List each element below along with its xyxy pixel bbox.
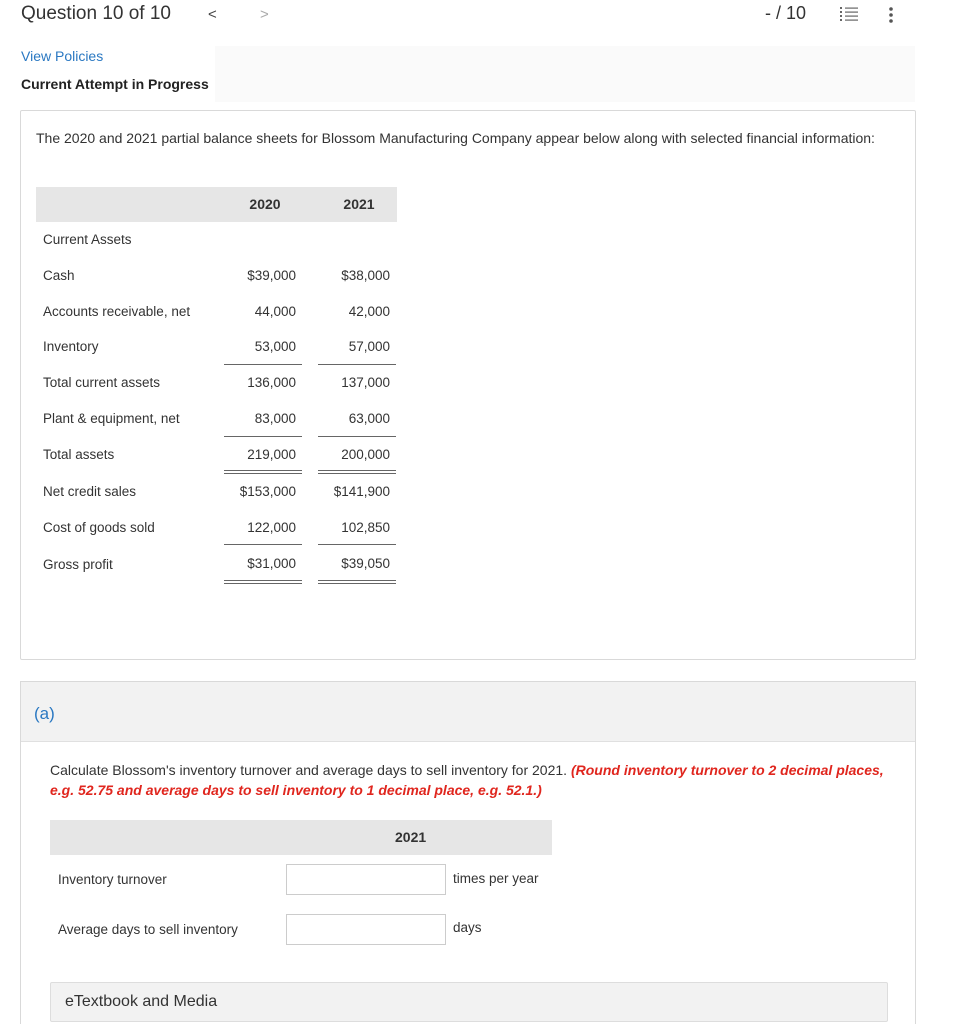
question-title: Question 10 of 10	[21, 3, 171, 24]
cell-ar-2021: 42,000	[348, 304, 390, 319]
row-label-cogs: Cost of goods sold	[43, 520, 155, 535]
avg-days-label: Average days to sell inventory	[58, 922, 238, 937]
etextbook-media-button[interactable]	[50, 982, 888, 1022]
double-rule-a-2020	[224, 470, 302, 471]
cell-gp-2021: $39,050	[341, 556, 390, 571]
row-label-plant-equipment: Plant & equipment, net	[43, 411, 180, 426]
row-label-total-assets: Total assets	[43, 447, 115, 462]
part-a-header	[21, 682, 915, 742]
cell-inventory-2021: 57,000	[348, 339, 390, 354]
top-bar	[0, 0, 957, 30]
cell-ta-2021: 200,000	[341, 447, 390, 462]
more-options-icon[interactable]	[888, 5, 894, 25]
rounding-instruction: (Round inventory turnover to 2 decimal places, e.g. 52.75 and average days to sell inventory to 1 decimal place, e.g. 52.1.)	[50, 762, 884, 798]
answer-table-header	[50, 820, 552, 855]
cell-cash-2021: $38,000	[341, 268, 390, 283]
row-label-total-current-assets: Total current assets	[43, 375, 161, 390]
cell-cogs-2021: 102,850	[341, 520, 390, 535]
double-rule-b-2021	[318, 473, 396, 474]
gp-rule-2021	[318, 544, 396, 545]
column-header-2021: 2021	[343, 196, 375, 212]
cell-ncs-2020: $153,000	[239, 484, 296, 499]
row-label-current-assets: Current Assets	[43, 232, 132, 247]
row-label-gross-profit: Gross profit	[43, 557, 113, 572]
part-a-label: (a)	[34, 704, 55, 723]
view-policies-link[interactable]: View Policies	[21, 48, 104, 64]
cell-tca-2021: 137,000	[341, 375, 390, 390]
cell-ncs-2021: $141,900	[333, 484, 390, 499]
cell-tca-2020: 136,000	[247, 375, 296, 390]
gp-double-b-2020	[224, 583, 302, 584]
inventory-turnover-input[interactable]	[286, 864, 446, 895]
balance-sheet-header	[36, 187, 397, 222]
avg-days-input[interactable]	[286, 914, 446, 945]
cell-inventory-2020: 53,000	[254, 339, 296, 354]
inventory-turnover-unit: times per year	[453, 871, 539, 886]
instruction-text: Calculate Blossom's inventory turnover and average days to sell inventory for 2021.	[50, 762, 568, 778]
attempt-band	[215, 46, 915, 102]
total-rule-2021	[318, 436, 396, 437]
avg-days-unit: days	[453, 920, 482, 935]
double-rule-b-2020	[224, 473, 302, 474]
cell-ar-2020: 44,000	[254, 304, 296, 319]
subtotal-rule-2021	[318, 364, 396, 365]
column-header-2020: 2020	[249, 196, 281, 212]
etextbook-media-label: eTextbook and Media	[65, 993, 218, 1010]
cell-ta-2020: 219,000	[247, 447, 296, 462]
cell-gp-2020: $31,000	[247, 556, 296, 571]
row-label-cash: Cash	[43, 268, 75, 283]
gp-double-a-2021	[318, 580, 396, 581]
problem-intro: The 2020 and 2021 partial balance sheets for Blossom Manufacturing Company appear below along with selected financial information:	[36, 130, 875, 146]
cell-cash-2020: $39,000	[247, 268, 296, 283]
problem-card	[20, 110, 916, 660]
attempt-status: Current Attempt in Progress	[21, 76, 209, 92]
row-label-net-credit-sales: Net credit sales	[43, 484, 137, 499]
row-label-inventory: Inventory	[43, 339, 99, 354]
score-display: - / 10	[765, 3, 807, 23]
inventory-turnover-label: Inventory turnover	[58, 872, 167, 887]
part-a-section	[20, 681, 916, 1024]
cell-pe-2021: 63,000	[348, 411, 390, 426]
cell-cogs-2020: 122,000	[247, 520, 296, 535]
total-rule-2020	[224, 436, 302, 437]
previous-question-button[interactable]: <	[208, 6, 217, 23]
cell-pe-2020: 83,000	[254, 411, 296, 426]
answer-column-header-2021: 2021	[395, 829, 427, 845]
subtotal-rule-2020	[224, 364, 302, 365]
part-a-instructions	[50, 760, 890, 800]
question-list-icon[interactable]	[840, 6, 858, 22]
gp-rule-2020	[224, 544, 302, 545]
double-rule-a-2021	[318, 470, 396, 471]
gp-double-b-2021	[318, 583, 396, 584]
gp-double-a-2020	[224, 580, 302, 581]
next-question-button[interactable]: >	[260, 6, 269, 23]
row-label-accounts-receivable: Accounts receivable, net	[43, 304, 191, 319]
